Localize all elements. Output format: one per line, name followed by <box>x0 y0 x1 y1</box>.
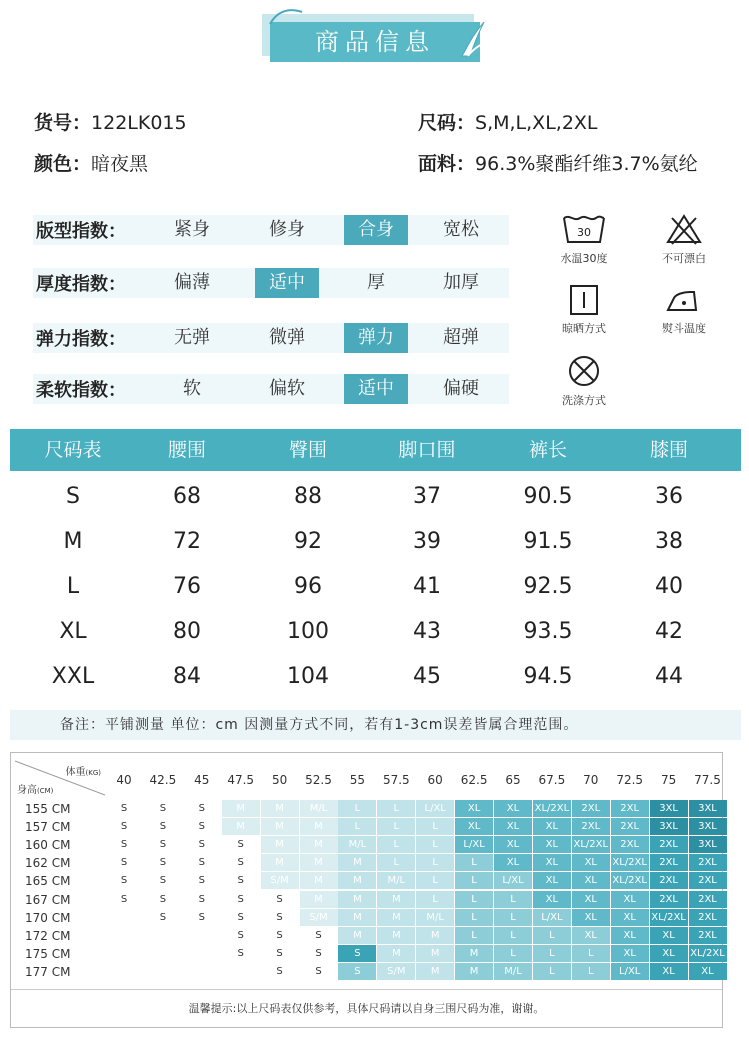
weight-header: 62.5 <box>460 773 488 787</box>
index-option: 宽松 <box>443 219 479 240</box>
size-recommendation-cell: S <box>183 800 221 817</box>
size-recommendation-cell: S <box>105 891 143 908</box>
size-cell: 100 <box>287 619 329 644</box>
size-recommendation-cell: XL <box>572 872 610 889</box>
fabric <box>418 149 698 176</box>
size-cell: L <box>66 574 80 599</box>
size-recommendation-cell: XL <box>494 800 532 817</box>
size-header-cell: 尺码表 <box>44 439 102 461</box>
size-recommendation-cell: L <box>455 909 493 926</box>
height-header: 167 CM <box>25 892 71 907</box>
size-cell: 40 <box>655 574 683 599</box>
index-label: 柔软指数： <box>36 380 126 401</box>
no-tumble-dry-icon <box>564 354 604 388</box>
size-recommendation-cell: S <box>222 891 260 908</box>
size-header-cell: 脚口围 <box>398 439 456 461</box>
size-recommendation-cell: XL <box>611 927 649 944</box>
care-label: 晾晒方式 <box>562 322 606 335</box>
care-label: 熨斗温度 <box>662 322 706 335</box>
size-recommendation-cell: L <box>494 945 532 962</box>
size-recommendation-cell: XL <box>533 818 571 835</box>
size-recommendation-cell: M <box>300 872 338 889</box>
size-cell: 76 <box>173 574 201 599</box>
index-option: 软 <box>183 378 201 399</box>
size-recommendation-cell: M <box>455 963 493 980</box>
size-range-value: S,M,L,XL,2XL <box>475 112 598 134</box>
size-recommendation-cell: 3XL <box>689 800 727 817</box>
size-recommendation-cell: S <box>144 818 182 835</box>
size-recommendation-cell: S <box>144 854 182 871</box>
size-recommendation-cell: L <box>494 909 532 926</box>
size-cell: 37 <box>413 484 441 509</box>
size-recommendation-cell: L <box>455 927 493 944</box>
size-range-label: 尺码： <box>418 112 476 134</box>
height-header: 162 CM <box>25 856 71 871</box>
item-number-label: 货号： <box>34 112 92 134</box>
size-recommendation-cell: L <box>494 891 532 908</box>
size-cell: 44 <box>655 664 683 689</box>
index-option: 无弹 <box>174 327 210 348</box>
size-recommendation-cell: S <box>222 927 260 944</box>
size-recommendation-cell <box>144 945 182 962</box>
size-recommendation-cell: M <box>338 854 376 871</box>
size-recommendation-cell: 2XL <box>689 909 727 926</box>
size-recommendation-cell: M/L <box>494 963 532 980</box>
size-recommendation-cell: M/L <box>338 836 376 853</box>
size-recommendation-cell: M <box>222 818 260 835</box>
size-recommendation-cell: XL <box>533 854 571 871</box>
weight-header: 42.5 <box>149 773 177 787</box>
size-recommendation-cell: L/XL <box>416 800 454 817</box>
weight-header: 77.5 <box>694 773 721 787</box>
size-recommendation-cell: L <box>572 963 610 980</box>
size-cell: 96 <box>294 574 322 599</box>
index-option-selected: 合身 <box>344 215 408 245</box>
size-range <box>418 108 598 135</box>
care-wash-30 <box>544 212 624 266</box>
size-cell: 41 <box>413 574 441 599</box>
size-recommendation-cell: S <box>144 872 182 889</box>
size-recommendation-cell: XL <box>611 891 649 908</box>
size-cell: 92 <box>294 529 322 554</box>
size-recommendation-cell: S <box>222 836 260 853</box>
size-recommendation-cell <box>144 963 182 980</box>
size-recommendation-cell: L/XL <box>611 963 649 980</box>
weight-label: 体重 <box>65 767 86 778</box>
size-recommendation-cell: 2XL <box>572 818 610 835</box>
height-header: 175 CM <box>25 946 71 961</box>
size-recommendation-cell: S <box>183 909 221 926</box>
size-recommendation-cell: XL/2XL <box>689 945 727 962</box>
index-option: 紧身 <box>174 219 210 240</box>
size-recommendation-cell: XL <box>650 927 688 944</box>
weight-header: 72.5 <box>616 773 644 787</box>
size-recommendation-cell <box>105 963 143 980</box>
size-cell: M <box>63 529 83 554</box>
size-recommendation-cell: M <box>377 927 415 944</box>
size-recommendation-cell: S <box>183 818 221 835</box>
size-row <box>10 474 741 519</box>
size-recommendation-cell: 2XL <box>611 800 649 817</box>
height-header: 172 CM <box>25 928 71 943</box>
size-recommendation-cell: S <box>183 872 221 889</box>
size-recommendation-cell: 2XL <box>689 927 727 944</box>
size-recommendation-cell: S <box>338 945 376 962</box>
size-recommendation-cell: L <box>338 818 376 835</box>
size-recommendation-cell: XL/2XL <box>611 872 649 889</box>
crane-icon <box>458 16 488 62</box>
weight-axis-label <box>66 763 101 778</box>
size-recommendation-cell: XL <box>689 963 727 980</box>
care-label: 不可漂白 <box>662 252 706 265</box>
size-recommendation-cell: M <box>222 800 260 817</box>
index-option: 修身 <box>269 219 305 240</box>
line-dry-icon <box>564 284 604 316</box>
weight-header: 57.5 <box>382 773 410 787</box>
size-header-cell: 裤长 <box>528 439 567 461</box>
size-cell: 88 <box>294 484 322 509</box>
weight-header: 55 <box>349 773 366 787</box>
size-recommendation-cell: XL/2XL <box>533 800 571 817</box>
size-recommendation-cell: M <box>377 945 415 962</box>
size-recommendation-cell: M <box>261 800 299 817</box>
size-recommendation-cell: M <box>261 836 299 853</box>
index-option: 加厚 <box>443 272 479 293</box>
height-header: 157 CM <box>25 820 71 835</box>
size-recommendation-cell: 2XL <box>689 891 727 908</box>
size-recommendation-cell: 2XL <box>689 872 727 889</box>
size-recommendation-cell: 2XL <box>650 836 688 853</box>
size-recommendation-cell: XL/2XL <box>611 854 649 871</box>
size-recommendation-cell: L <box>494 927 532 944</box>
size-recommendation-cell: XL <box>533 836 571 853</box>
size-recommendation-cell: L <box>416 836 454 853</box>
size-recommendation-cell: S <box>300 927 338 944</box>
size-recommendation-cell: L <box>416 854 454 871</box>
size-header-cell: 臀围 <box>288 439 327 461</box>
size-recommendation-cell: L <box>533 963 571 980</box>
size-cell: 39 <box>413 529 441 554</box>
size-row <box>10 654 741 699</box>
height-header: 155 CM <box>25 802 71 816</box>
size-recommendation-cell: XL <box>611 945 649 962</box>
size-recommendation-cell: L/XL <box>533 909 571 926</box>
size-recommendation-cell: 2XL <box>689 854 727 871</box>
care-tumble <box>544 354 624 408</box>
size-recommendation-cell: M <box>300 818 338 835</box>
size-recommendation-cell <box>222 963 260 980</box>
size-recommendation-cell: S <box>183 836 221 853</box>
size-recommendation-cell: 3XL <box>650 818 688 835</box>
size-cell: 84 <box>173 664 201 689</box>
size-recommendation-cell: S <box>300 963 338 980</box>
size-recommendation-cell: S <box>261 927 299 944</box>
size-recommendation-cell: S <box>144 836 182 853</box>
size-cell: 90.5 <box>523 484 573 509</box>
size-cell: XL <box>59 619 87 644</box>
index-label: 版型指数： <box>36 221 126 242</box>
size-recommendation-cell: S <box>300 945 338 962</box>
fabric-value: 96.3%聚酯纤维3.7%氨纶 <box>475 153 698 175</box>
size-cell: 68 <box>173 484 201 509</box>
size-recommendation-cell: M <box>416 963 454 980</box>
size-recommendation-cell: S <box>144 909 182 926</box>
size-recommendation-cell: 2XL <box>650 854 688 871</box>
size-recommendation-cell: XL <box>494 818 532 835</box>
size-cell: 93.5 <box>523 619 573 644</box>
size-recommendation-cell <box>105 909 143 926</box>
size-cell: XXL <box>51 664 95 689</box>
size-recommendation-cell: L <box>377 836 415 853</box>
size-recommendation-cell: L <box>455 872 493 889</box>
size-recommendation-cell: XL <box>650 945 688 962</box>
table-corner <box>15 757 105 797</box>
size-recommendation-cell <box>144 927 182 944</box>
size-recommendation-cell: S <box>144 800 182 817</box>
size-recommendation-cell: XL <box>650 963 688 980</box>
size-recommendation-cell: M/L <box>377 872 415 889</box>
size-recommendation-cell: M <box>338 872 376 889</box>
size-recommendation-cell: S/M <box>300 909 338 926</box>
index-option-selected: 弹力 <box>344 323 408 353</box>
size-cell: 72 <box>173 529 201 554</box>
index-option-selected: 适中 <box>344 374 408 404</box>
size-header-cell: 膝围 <box>649 439 688 461</box>
size-recommendation-cell: M <box>261 854 299 871</box>
size-cell: 36 <box>655 484 683 509</box>
size-cell: 38 <box>655 529 683 554</box>
size-recommendation-cell: 3XL <box>689 818 727 835</box>
wash-30-icon <box>562 212 606 246</box>
size-recommendation-cell: L <box>377 854 415 871</box>
size-recommendation-cell: L <box>377 800 415 817</box>
size-recommendation-cell: XL <box>572 854 610 871</box>
size-recommendation-cell: XL <box>494 854 532 871</box>
weight-header: 50 <box>271 773 288 787</box>
size-recommendation-cell: S <box>222 945 260 962</box>
weight-header: 47.5 <box>227 773 255 787</box>
color-value: 暗夜黑 <box>91 153 149 175</box>
size-recommendation-cell: 2XL <box>611 836 649 853</box>
size-recommendation-cell: M <box>300 891 338 908</box>
size-cell: 42 <box>655 619 683 644</box>
banner-title: 商品信息 <box>315 28 435 56</box>
size-recommendation-cell: S/M <box>377 963 415 980</box>
size-header-cell: 腰围 <box>167 439 206 461</box>
height-header: 160 CM <box>25 838 71 853</box>
size-recommendation-cell: M/L <box>416 909 454 926</box>
size-recommendation-cell: L <box>533 945 571 962</box>
size-recommendation-cell: S <box>222 909 260 926</box>
size-recommendation-cell: S <box>105 872 143 889</box>
size-recommendation-cell: XL/2XL <box>650 909 688 926</box>
size-recommendation-cell: L <box>416 891 454 908</box>
size-recommendation-cell: L <box>455 891 493 908</box>
size-recommendation-cell: L <box>455 854 493 871</box>
size-cell: 80 <box>173 619 201 644</box>
index-option: 偏硬 <box>443 378 479 399</box>
wash-temperature: 30 <box>577 226 591 239</box>
crane-head-icon <box>268 6 308 26</box>
size-recommendation-cell: M <box>455 945 493 962</box>
index-option: 超弹 <box>443 327 479 348</box>
size-recommendation-cell: 2XL <box>611 818 649 835</box>
weight-unit: (KG) <box>85 769 101 777</box>
size-recommendation-cell: XL <box>572 891 610 908</box>
weight-header: 52.5 <box>305 773 332 787</box>
size-recommendation-cell: S/M <box>261 872 299 889</box>
weight-header: 65 <box>505 773 521 787</box>
index-row <box>33 215 509 245</box>
size-recommendation-cell: XL <box>533 872 571 889</box>
size-cell: 45 <box>413 664 441 689</box>
size-recommendation-cell <box>183 927 221 944</box>
size-recommendation-cell: S <box>261 963 299 980</box>
size-recommendation-cell <box>183 945 221 962</box>
color-label: 颜色： <box>34 153 92 175</box>
size-recommendation-cell: XL <box>494 836 532 853</box>
index-label: 弹力指数： <box>36 329 126 350</box>
height-header: 165 CM <box>25 874 71 889</box>
size-recommendation-cell: S <box>222 872 260 889</box>
size-recommendation-cell: L <box>572 945 610 962</box>
size-recommendation-cell: S <box>144 891 182 908</box>
no-bleach-icon <box>664 212 704 246</box>
size-recommendation-cell: S <box>105 818 143 835</box>
size-recommendation-cell: S <box>338 963 376 980</box>
weight-header: 75 <box>660 773 677 787</box>
size-row <box>10 609 741 654</box>
height-label: 身高 <box>17 785 37 796</box>
care-iron <box>644 284 724 336</box>
size-recommendation-cell: M <box>338 909 376 926</box>
size-cell: 43 <box>413 619 441 644</box>
index-option: 厚 <box>367 272 385 293</box>
fabric-label: 面料： <box>418 153 476 175</box>
weight-header: 40 <box>116 773 132 787</box>
care-label: 水温30度 <box>560 252 608 265</box>
size-cell: 94.5 <box>523 664 573 689</box>
size-table-header <box>10 429 741 471</box>
size-recommendation-cell: M <box>377 909 415 926</box>
care-label: 洗涤方式 <box>562 394 606 407</box>
weight-height-table <box>10 752 723 1028</box>
index-option: 偏软 <box>269 378 305 399</box>
size-recommendation-cell: 2XL <box>650 872 688 889</box>
weight-header: 45 <box>194 773 210 787</box>
size-recommendation-cell: S <box>261 891 299 908</box>
size-recommendation-cell: XL <box>572 927 610 944</box>
size-note: 备注：平铺测量 单位：cm 因测量方式不同，若有1-3cm误差皆属合理范围。 <box>10 710 741 740</box>
size-recommendation-cell: XL <box>611 909 649 926</box>
size-recommendation-cell: S <box>261 945 299 962</box>
size-recommendation-cell: S <box>183 891 221 908</box>
table-footer-tip: 温馨提示:以上尺码表仅供参考，具体尺码请以自身三围尺码为准，谢谢。 <box>11 989 722 1027</box>
size-recommendation-cell: 2XL <box>650 891 688 908</box>
size-cell: 91.5 <box>523 529 573 554</box>
size-recommendation-cell <box>105 945 143 962</box>
size-recommendation-cell: M <box>338 927 376 944</box>
size-recommendation-cell: XL <box>572 909 610 926</box>
size-recommendation-cell: 2XL <box>572 800 610 817</box>
item-number-value: 122LK015 <box>91 112 187 134</box>
size-recommendation-cell: L <box>338 800 376 817</box>
size-recommendation-cell: S <box>105 836 143 853</box>
size-row <box>10 519 741 564</box>
size-recommendation-cell: S <box>183 854 221 871</box>
size-recommendation-cell: 3XL <box>689 836 727 853</box>
size-recommendation-cell: M <box>377 891 415 908</box>
weight-header: 70 <box>583 773 599 787</box>
size-cell: S <box>66 484 80 509</box>
size-recommendation-cell: M <box>300 854 338 871</box>
size-recommendation-cell: L <box>377 818 415 835</box>
index-label: 厚度指数： <box>36 274 126 295</box>
care-line-dry <box>544 284 624 336</box>
weight-header: 60 <box>427 773 443 787</box>
height-header: 170 CM <box>25 910 71 925</box>
height-header: 177 CM <box>25 964 71 979</box>
size-recommendation-cell: L/XL <box>455 836 493 853</box>
index-option: 偏薄 <box>174 272 210 293</box>
size-table-body <box>10 474 741 710</box>
size-recommendation-cell: L <box>533 927 571 944</box>
index-row <box>33 374 509 404</box>
size-recommendation-cell: L <box>416 818 454 835</box>
size-row <box>10 564 741 609</box>
size-recommendation-cell: M <box>338 891 376 908</box>
color <box>34 149 148 176</box>
size-recommendation-cell: XL <box>455 800 493 817</box>
care-no-bleach <box>644 212 724 266</box>
size-recommendation-cell: S <box>261 909 299 926</box>
size-recommendation-cell: M/L <box>300 800 338 817</box>
size-recommendation-cell: XL/2XL <box>572 836 610 853</box>
size-recommendation-cell: XL <box>455 818 493 835</box>
size-recommendation-cell: L/XL <box>494 872 532 889</box>
weight-header: 67.5 <box>538 773 566 787</box>
size-recommendation-cell: M <box>261 818 299 835</box>
size-recommendation-cell: M <box>416 927 454 944</box>
size-recommendation-cell: 3XL <box>650 800 688 817</box>
height-axis-label <box>17 781 53 796</box>
iron-icon <box>664 284 704 316</box>
index-row <box>33 268 509 298</box>
height-unit: (CM) <box>37 787 54 795</box>
size-recommendation-cell <box>105 927 143 944</box>
size-cell: 104 <box>287 664 329 689</box>
index-option: 微弹 <box>269 327 305 348</box>
size-recommendation-cell: S <box>105 800 143 817</box>
item-number <box>34 108 187 135</box>
size-recommendation-cell <box>183 963 221 980</box>
size-recommendation-cell: M <box>416 945 454 962</box>
size-recommendation-cell: L <box>416 872 454 889</box>
size-recommendation-cell: M <box>300 836 338 853</box>
index-option-selected: 适中 <box>255 268 319 298</box>
size-recommendation-cell: S <box>222 854 260 871</box>
size-cell: 92.5 <box>523 574 573 599</box>
size-recommendation-cell: XL <box>533 891 571 908</box>
size-recommendation-cell: S <box>105 854 143 871</box>
index-row <box>33 323 509 353</box>
